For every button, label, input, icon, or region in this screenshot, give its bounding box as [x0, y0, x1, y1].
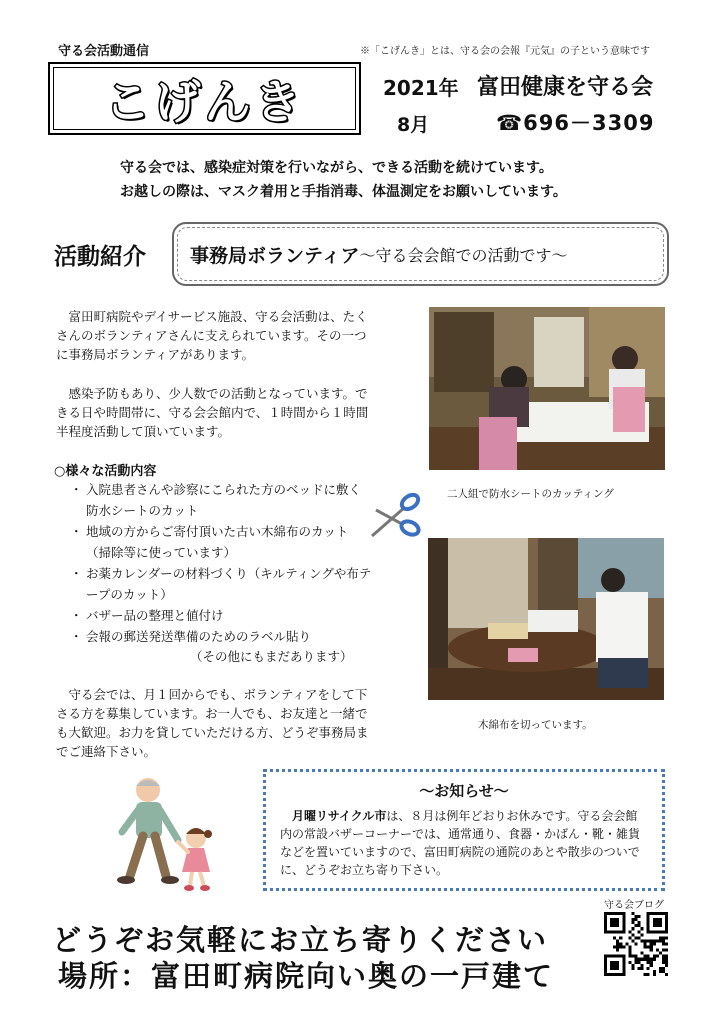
- activities-extra: （その他にもまだあります）: [190, 649, 353, 664]
- photo-caption-2: 木綿布を切っています。: [478, 719, 593, 731]
- intro: [120, 156, 640, 204]
- photo-waterproof-sheet-cutting: [429, 307, 665, 470]
- body-paragraph-1: 富田町病院やデイサービス施設、守る会活動は、たくさんのボランティアさんに支えられています。その一つに事務局ボランティアがあります。: [56, 309, 368, 362]
- qr-label: 守る会ブログ: [604, 900, 664, 911]
- footer-location: 場所：富田町病院向い奥の一戸建て: [58, 959, 555, 993]
- issue-month: 8月: [397, 114, 430, 136]
- photo-cotton-cloth-cutting: [428, 538, 664, 700]
- body-paragraph-2: 感染予防もあり、少人数での活動となっています。できる日や時間帯に、守る会会館内で、１時間から１時間半程度活動して頂いています。: [56, 386, 369, 439]
- qr-code[interactable]: [604, 912, 668, 976]
- section-heading-box: [172, 222, 669, 286]
- newsletter-label: 守る会活動通信: [58, 44, 150, 59]
- section-heading-frame: [177, 227, 664, 281]
- title-note: ※「こげんき」とは、守る会の会報『元気』の子という意味です: [360, 46, 650, 57]
- activity-item: ・ 地域の方からご寄付頂いた古い木綿布のカット（掃除等に使っています）: [72, 521, 372, 563]
- org-name: 富田健康を守る会: [477, 75, 654, 100]
- title-frame: [53, 67, 356, 130]
- intro-line-2: お越しの際は、マスク着用と手指消毒、体温測定をお願いしています。: [120, 184, 567, 200]
- issue-year: 2021年: [383, 76, 459, 100]
- activity-item: ・ 会報の郵送発送準備のためのラベル貼り: [72, 626, 372, 647]
- notice-highlight: 月曜リサイクル市: [292, 809, 387, 823]
- footer-invite: どうぞお気軽にお立ち寄りください: [52, 923, 549, 957]
- section-heading: 事務局ボランティア: [190, 244, 360, 267]
- grandparent-child-illustration: [108, 776, 228, 894]
- notice-box: [263, 769, 665, 891]
- photo-caption-1: 二人組で防水シートのカッティング: [447, 488, 614, 500]
- notice-body: は、８月は例年どおりお休みです。守る会会館内の常設バザーコーナーでは、通常通り、食器・かばん・靴・雑貨などを置いていますので、富田町病院の通院のあとや散歩のついでに、どうぞお立ち寄り下さい。: [280, 809, 641, 877]
- activity-item: ・ お薬カレンダーの材料づくり（キルティングや布テープのカット）: [72, 563, 372, 605]
- phone-number: ☎696－3309: [496, 111, 655, 135]
- scissors-icon: [366, 490, 424, 544]
- activity-item: ・ 入院患者さんや診察にこられた方のベッドに敷く防水シートのカット: [72, 479, 372, 521]
- section-label: 活動紹介: [54, 244, 146, 270]
- activities-list: [72, 479, 372, 647]
- notice-title: ～お知らせ～: [419, 782, 509, 800]
- activity-item: ・ バザー品の整理と値付け: [72, 605, 372, 626]
- title-box: [48, 62, 361, 135]
- section-subheading: ～守る会会館での活動です～: [359, 245, 568, 265]
- intro-line-1: 守る会では、感染症対策を行いながら、できる活動を続けています。: [120, 160, 553, 176]
- activities-heading: ○様々な活動内容: [54, 464, 157, 479]
- page-title: こげんき: [104, 74, 305, 129]
- body-paragraph-3: 守る会では、月１回からでも、ボランティアをして下さる方を募集しています。お一人でも、お友達と一緒でも大歓迎。お力を貸していただける方、どうぞ事務局までご連絡下さい。: [56, 687, 369, 759]
- notice-text: [280, 807, 648, 879]
